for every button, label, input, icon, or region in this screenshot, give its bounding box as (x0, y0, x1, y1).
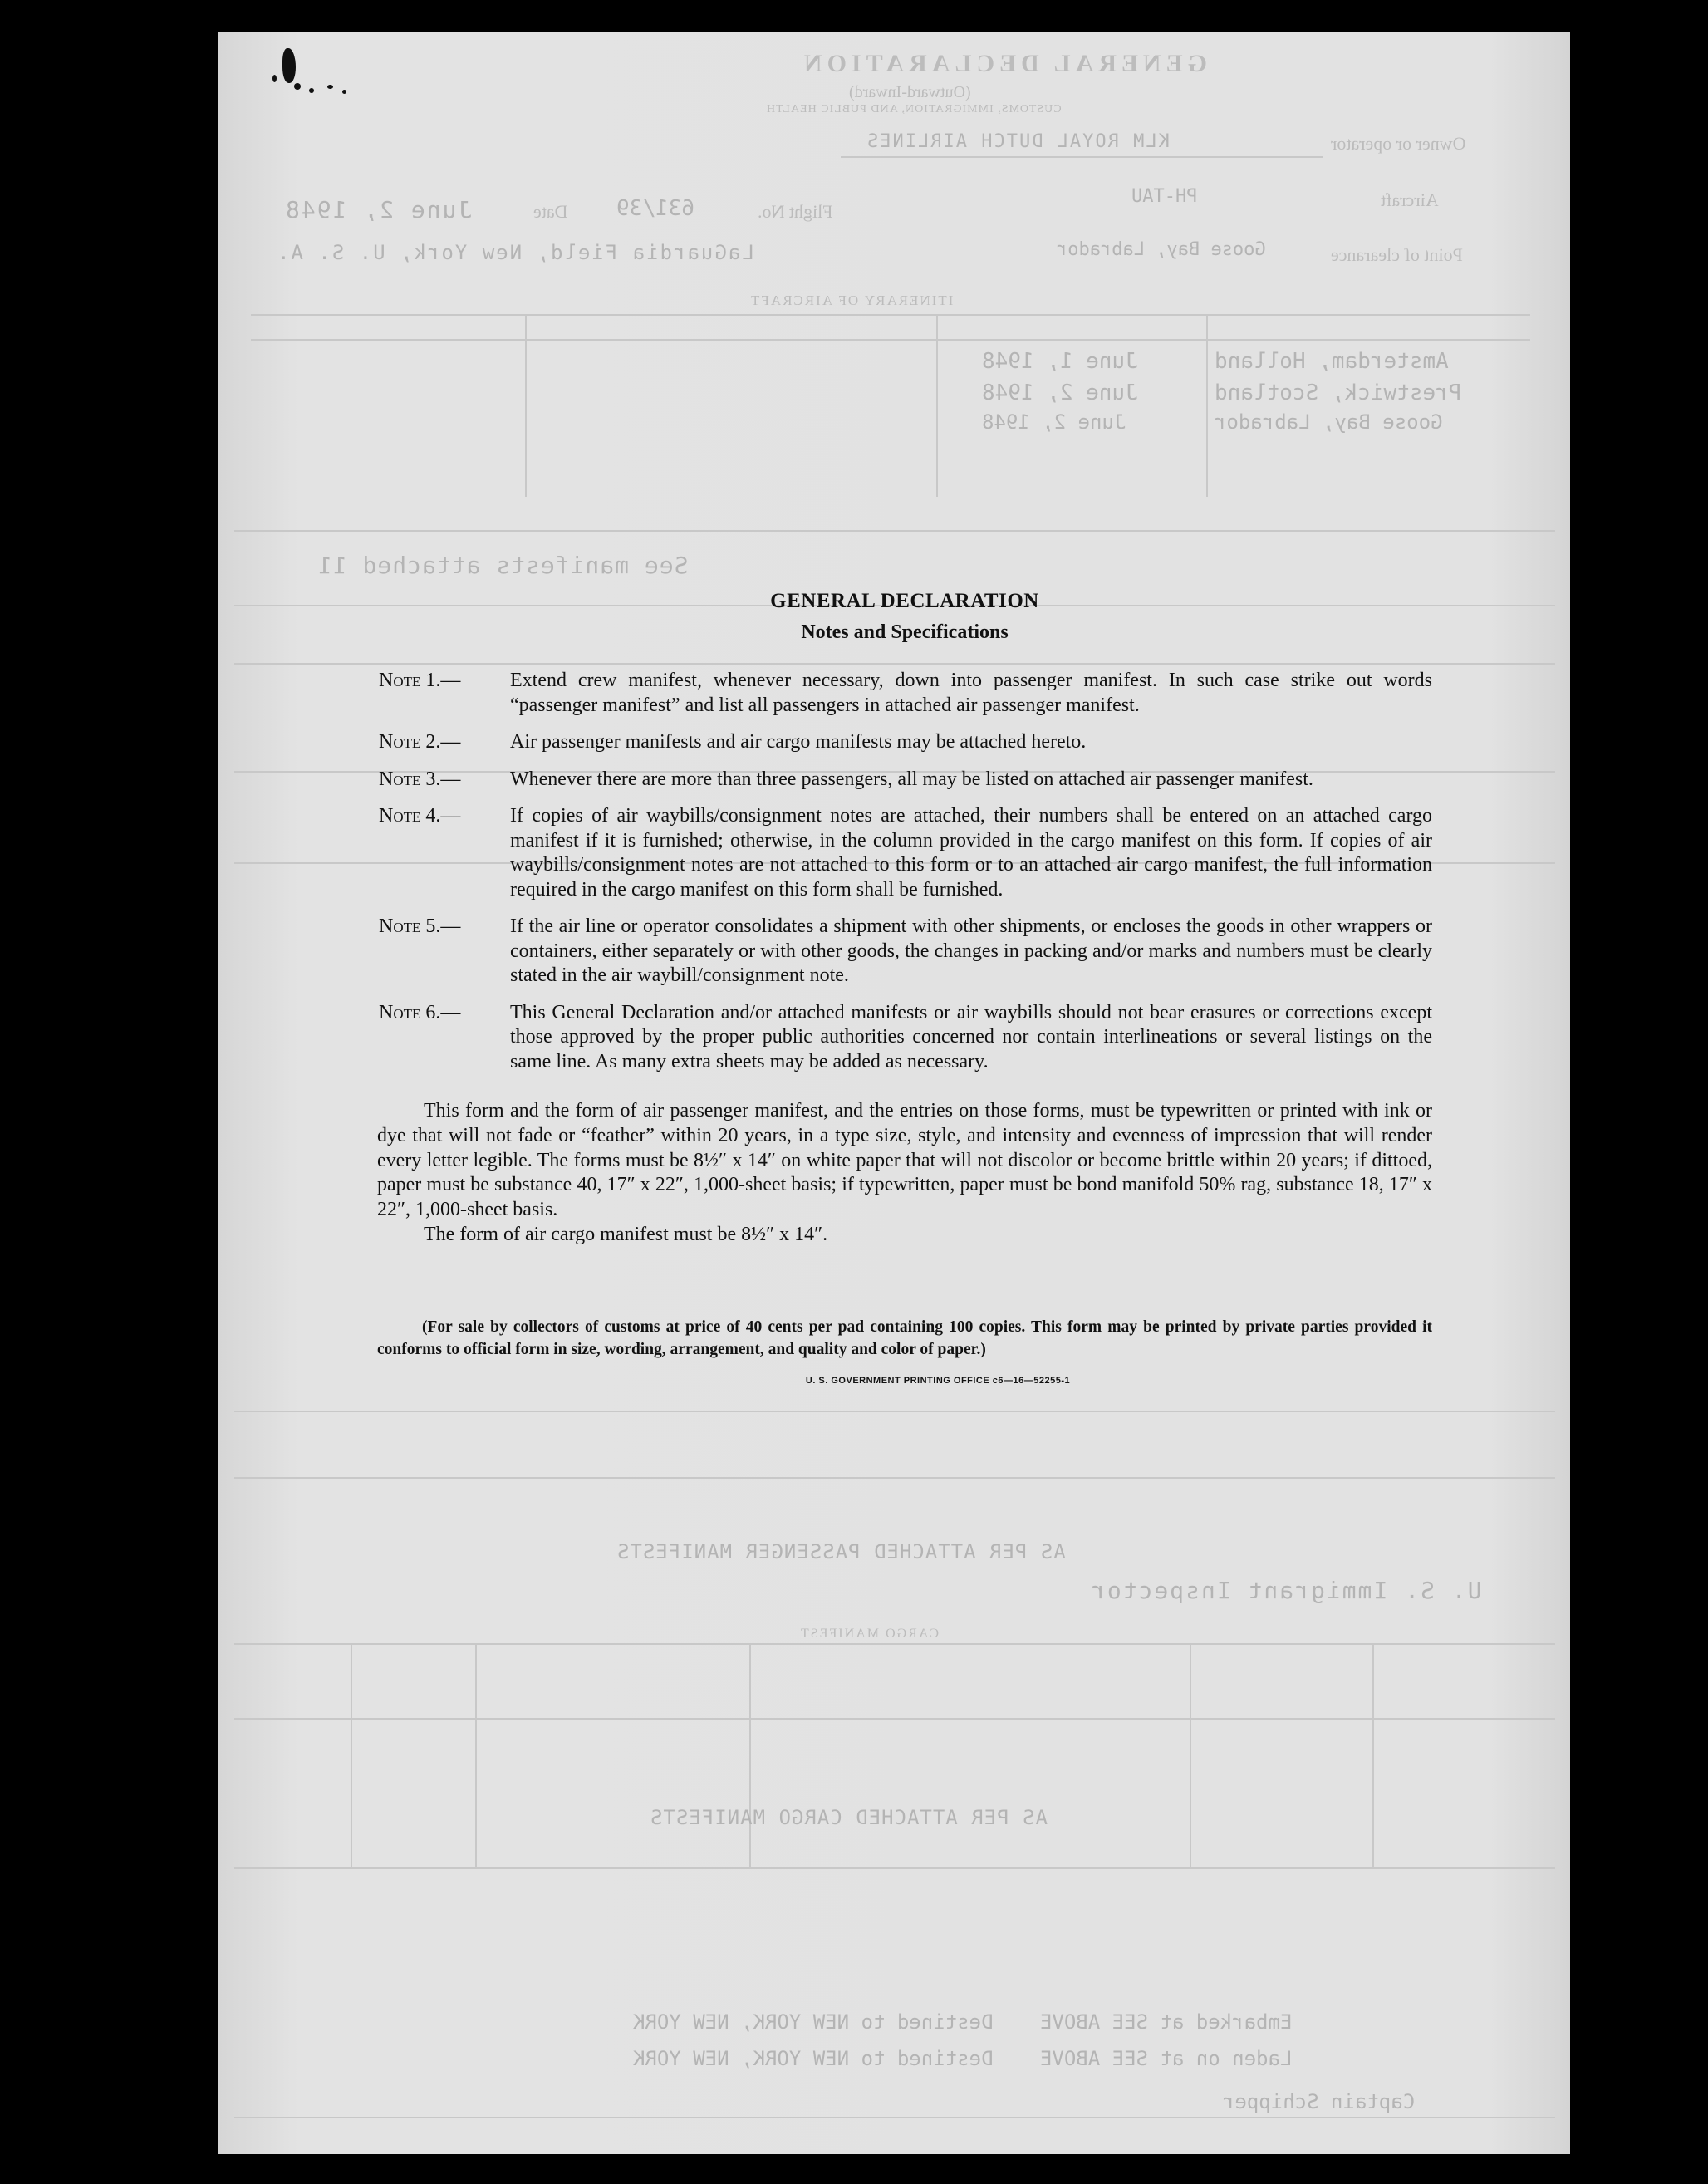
ghost-date-label: Date (533, 201, 568, 222)
ghost-destination: LaGuardia Field, New York, U. S. A. (276, 241, 754, 264)
note-text: This General Declaration and/or attached manifests or air waybills should not bear erasures or corrections except those approved by the proper public authorities concerned nor contain interlineations or several listings on the same line. As many extra sheets may be added as necessary. (510, 1001, 1432, 1072)
note-item (377, 669, 1432, 718)
ghost-rule (841, 156, 1323, 158)
ghost-passenger-manifests: AS PER ATTACHED PASSENGER MANIFESTS (616, 1540, 1066, 1563)
ghost-itinerary-date: June 2, 1948 (982, 410, 1126, 434)
ink-blot (342, 90, 346, 94)
document-title: GENERAL DECLARATION (770, 590, 1039, 612)
note-text: Extend crew manifest, whenever necessary, down into passenger manifest. In such case strike out words “passenger manifest” and list all passengers in attached air passenger manifest. (510, 670, 1432, 716)
ghost-operator: KLM ROYAL DUTCH AIRLINES (866, 131, 1170, 152)
ghost-itinerary-title: ITINERARY OF AIRCRAFT (749, 292, 954, 308)
document-subtitle: Notes and Specifications (801, 621, 1009, 643)
ghost-itinerary-place: Prestwick, Scotland (1215, 380, 1462, 405)
ghost-itinerary-place: Goose Bay, Labrador (1215, 410, 1443, 434)
note-text: If the air line or operator consolidates a shipment with other shipments, or encloses the goods in other wrappers or containers, either separately or with other goods, the changes in packing and/or marks and numbers must be clearly stated in the air waybill/consignment note. (510, 915, 1432, 986)
note-text: Air passenger manifests and air cargo manifests may be attached hereto. (510, 731, 1087, 753)
note-label: Note 5.— (379, 915, 461, 937)
ink-blot (327, 85, 333, 89)
sale-notice: (For sale by collectors of customs at price of 40 cents per pad containing 100 copies. This form may be printed by private parties provided it conforms to official form in size, wording, arrangement, and quality and color of paper.) (377, 1318, 1432, 1358)
ghost-date: June 2, 1948 (284, 196, 473, 223)
ghost-destined-2: Destined to NEW YORK, NEW YORK (633, 2047, 994, 2070)
ghost-captain: Captain Schipper (1223, 2090, 1416, 2113)
note-item (377, 730, 1432, 755)
note-item (377, 804, 1432, 902)
ghost-manifests: See manifests attached 11 (317, 552, 689, 579)
ink-blot (282, 48, 296, 83)
ghost-vline (1372, 1643, 1374, 1867)
note-item (377, 1001, 1432, 1075)
ghost-flight: 631/39 (616, 196, 694, 221)
ghost-header: GENERAL DECLARATION (799, 50, 1208, 77)
ghost-flight-label: Flight No. (758, 201, 833, 222)
format-requirements-paragraph: This form and the form of air passenger manifest, and the entries on those forms, must be typewritten or printed with ink or dye that will not fade or “feather” within 20 years, in a type size, style, and intensity and evenness of impression that will render every letter legible. The forms must be 8½″ x 14″ on white paper that will not discolor or become brittle within 20 years; if dittoed, paper must be substance 40, 17″ x 22″, 1,000-sheet basis; if typewritten, paper must be bond manifold 50% rag, substance 18, 17″ x 22″, 1,000-sheet basis. (377, 1100, 1432, 1221)
ghost-itinerary-rule (251, 314, 1530, 316)
note-label: Note 3.— (379, 768, 461, 790)
ghost-laden: Laden on at SEE ABOVE (1040, 2047, 1293, 2070)
note-item (377, 915, 1432, 989)
ghost-vline (1206, 314, 1208, 497)
printing-office-imprint: U. S. GOVERNMENT PRINTING OFFICE c6—16—52255-1 (805, 1375, 1071, 1386)
note-text: Whenever there are more than three passengers, all may be listed on attached air passenger manifest. (510, 768, 1313, 790)
ghost-vline (749, 1643, 751, 1867)
ghost-embarked: Embarked at SEE ABOVE (1040, 2010, 1293, 2034)
ghost-rule (234, 1643, 1555, 1645)
note-label: Note 1.— (379, 670, 461, 691)
ghost-vline (475, 1643, 477, 1867)
ghost-rule (234, 1411, 1555, 1412)
ghost-itinerary-rule-2 (251, 339, 1530, 341)
ghost-cargo-manifests: AS PER ATTACHED CARGO MANIFESTS (650, 1806, 1048, 1829)
ghost-rule (234, 1477, 1555, 1479)
ghost-itinerary-date: June 2, 1948 (982, 380, 1138, 405)
ghost-cargo-title: CARGO MANIFEST (799, 1627, 940, 1641)
ghost-clearance: Goose Bay, Labrador (1057, 239, 1266, 260)
ghost-vline (936, 314, 938, 497)
ghost-rule (234, 1867, 1555, 1869)
note-item (377, 768, 1432, 793)
ghost-vline (1190, 1643, 1191, 1867)
notes-content (377, 590, 1432, 1386)
ghost-itinerary-date: June 1, 1948 (982, 349, 1138, 374)
ghost-aircraft-label: Aircraft (1381, 189, 1439, 210)
ink-blot (294, 83, 301, 90)
ghost-header-sub: (Outward-Inward) (849, 83, 971, 101)
ink-blot (272, 75, 277, 82)
note-text: If copies of air waybills/consignment notes are attached, their numbers shall be entered on an attached cargo manifest if it is furnished; otherwise, in the column provided in the cargo manifest on this form. If copies of air waybills/consignment notes are not attached to this form or to an attached air cargo manifest, the full information required in the cargo manifest on this form shall be furnished. (510, 805, 1432, 901)
ghost-vline (351, 1643, 352, 1867)
note-label: Note 2.— (379, 731, 461, 753)
cargo-manifest-size-paragraph: The form of air cargo manifest must be 8½″ x 14″. (424, 1223, 828, 1245)
ghost-vline (525, 314, 527, 497)
ghost-rule (234, 1718, 1555, 1720)
ghost-rule (234, 530, 1555, 532)
ink-blot (309, 88, 314, 93)
ghost-aircraft: PH-TAU (1131, 186, 1198, 207)
ghost-inspector: U. S. Immigrant Inspector (1090, 1577, 1482, 1604)
ghost-destined: Destined to NEW YORK, NEW YORK (633, 2010, 994, 2034)
ghost-rule (234, 2117, 1555, 2118)
notes-list (377, 669, 1432, 1074)
note-label: Note 6.— (379, 1001, 461, 1023)
ghost-header-small: CUSTOMS, IMMIGRATION, AND PUBLIC HEALTH (766, 103, 1062, 115)
ghost-clearance-label: Point of clearance (1331, 244, 1463, 265)
ghost-owner-label: Owner or operator (1331, 133, 1466, 154)
ghost-itinerary-place: Amsterdam, Holland (1215, 349, 1449, 374)
note-label: Note 4.— (379, 805, 461, 827)
